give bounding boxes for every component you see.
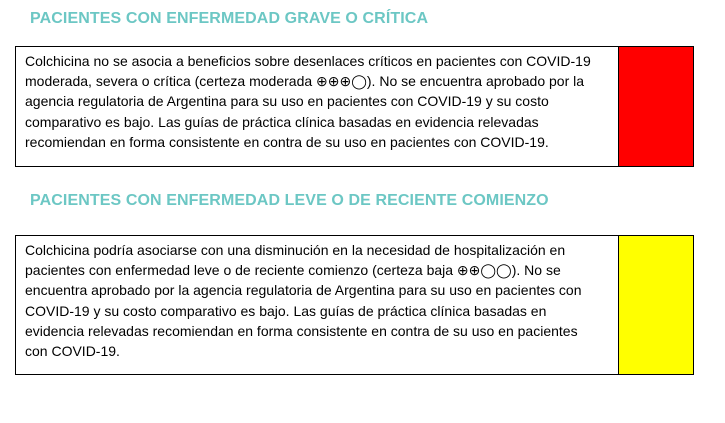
text-line: comparativo es bajo. Las guías de práctica clínica basadas en evidencia relevadas (25, 113, 539, 130)
recommendation-box-critical (15, 46, 694, 167)
text-line: moderada, severa o crítica (certeza moderada ⊕⊕⊕◯). No se encuentra aprobado por la (25, 73, 585, 90)
recommendation-box-mild (15, 235, 694, 375)
recommendation-text-critical (16, 47, 619, 166)
recommendation-text-mild (16, 236, 619, 374)
section-heading-mild: PACIENTES CON ENFERMEDAD LEVE O DE RECIENTE COMIENZO (30, 192, 549, 209)
text-line: encuentra aprobado por la agencia regulatoria de Argentina para su uso en pacientes con (25, 282, 582, 299)
text-line: agencia regulatoria de Argentina para su uso en pacientes con COVID-19 y su costo (25, 93, 549, 110)
text-line: COVID-19 y su costo comparativo es bajo. Las guías de práctica clínica basadas en (25, 302, 547, 319)
text-line: pacientes con enfermedad leve o de reciente comienzo (certeza baja ⊕⊕◯◯). No se (25, 262, 561, 279)
text-line: con COVID-19. (25, 343, 120, 360)
text-line: Colchicina no se asocia a beneficios sobre desenlaces críticos en pacientes con COVID-19 (25, 53, 591, 69)
section-heading-critical: PACIENTES CON ENFERMEDAD GRAVE O CRÍTICA (30, 10, 429, 27)
red-indicator-cell (619, 47, 693, 166)
text-line: recomiendan en forma consistente en contra de su uso en pacientes con COVID-19. (25, 133, 549, 150)
yellow-indicator-cell (619, 236, 693, 374)
text-line: evidencia relevadas recomiendan en forma consistente en contra de su uso en pacientes (25, 322, 578, 339)
text-line: Colchicina podría asociarse con una disminución en la necesidad de hospitalización en (25, 242, 566, 258)
